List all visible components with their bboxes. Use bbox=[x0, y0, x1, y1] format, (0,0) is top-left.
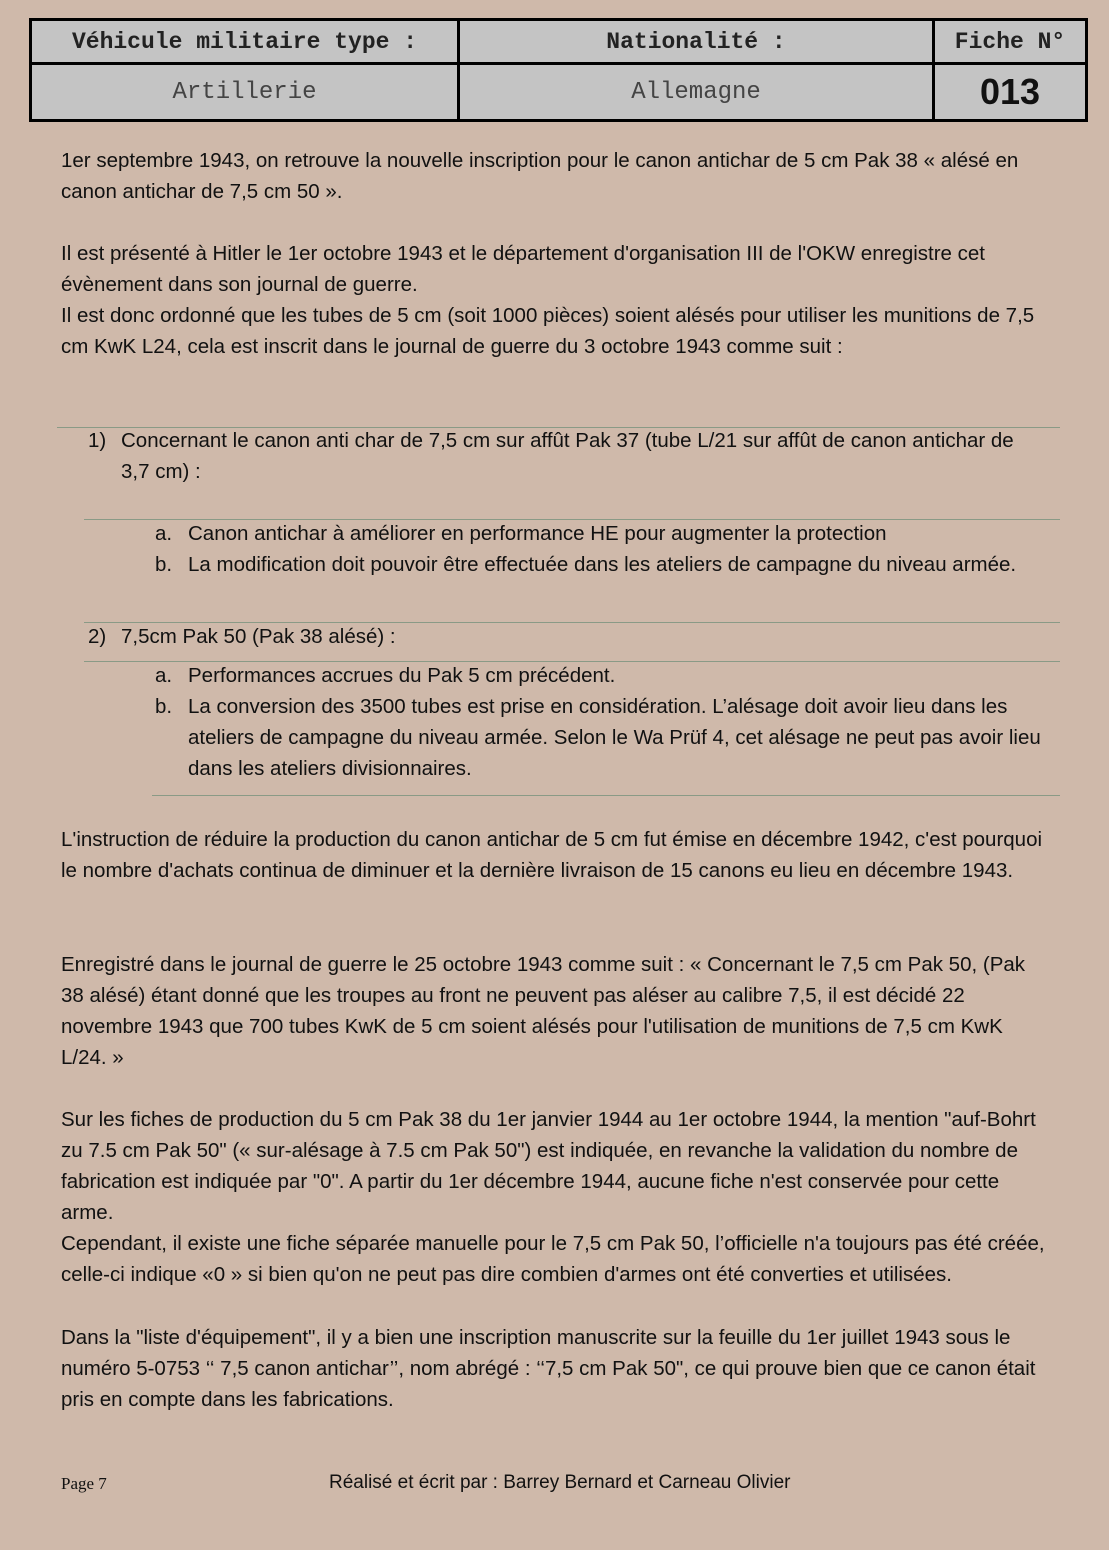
list-item-1-marker: 1) bbox=[88, 429, 107, 452]
author-credit: Réalisé et écrit par : Barrey Bernard et Carneau Olivier bbox=[329, 1472, 791, 1493]
sheet-number-value: 013 bbox=[935, 65, 1085, 119]
list-item-2a-marker: a. bbox=[155, 664, 173, 687]
list-item-1a-marker: a. bbox=[155, 522, 173, 545]
paragraph-2-line1: Il est présenté à Hitler le 1er octobre 1943 et le département d'organisation III de l'OKW enregistre cet évènement dans son journal de guerre. bbox=[61, 242, 985, 296]
paragraph-2-line2: Il est donc ordonné que les tubes de 5 cm (soit 1000 pièces) soient alésés pour utiliser les munitions de 7,5 cm KwK L24, cela est inscrit dans le journal de guerre du 3 octobre 1943 comme suit : bbox=[61, 304, 1035, 358]
list-item-2-text: 7,5cm Pak 50 (Pak 38 alésé) : bbox=[121, 625, 396, 648]
list-item-2a-text: Performances accrues du Pak 5 cm précédent. bbox=[188, 664, 616, 687]
sheet-header-table bbox=[29, 18, 1088, 122]
list-item-2b-marker: b. bbox=[155, 695, 173, 718]
nationality-label: Nationalité : bbox=[460, 21, 932, 62]
nationality-value: Allemagne bbox=[460, 65, 932, 119]
list-rule-5 bbox=[152, 795, 1060, 796]
paragraph-5-line1: Sur les fiches de production du 5 cm Pak 38 du 1er janvier 1944 au 1er octobre 1944, la mention "auf-Bohrt zu 7.5 cm Pak 50" (« sur-alésage à 7.5 cm Pak 50") est indiquée, en revanche la validation du nombre de fabrication est indiquée par "0". A partir du 1er décembre 1944, aucune fiche n'est conservée pour cette arme. bbox=[61, 1108, 1036, 1224]
list-item-2-marker: 2) bbox=[88, 625, 107, 648]
paragraph-5-line2: Cependant, il existe une fiche séparée manuelle pour le 7,5 cm Pak 50, l’officielle n'a toujours pas été créée, celle-ci indique «0 » si bien qu'on ne peut pas dire combien d'armes ont été converties et utilisées. bbox=[61, 1232, 1045, 1286]
header-row-divider bbox=[32, 62, 1085, 65]
type-value: Artillerie bbox=[32, 65, 457, 119]
list-item-1b-marker: b. bbox=[155, 553, 173, 576]
list-item-1a-text: Canon antichar à améliorer en performance HE pour augmenter la protection bbox=[188, 522, 887, 545]
header-col-divider-2 bbox=[932, 21, 935, 119]
paragraph-1: 1er septembre 1943, on retrouve la nouvelle inscription pour le canon antichar de 5 cm Pak 38 « alésé en canon antichar de 7,5 cm 50 ». bbox=[61, 149, 1019, 203]
header-col-divider-1 bbox=[457, 21, 460, 119]
paragraph-4: Enregistré dans le journal de guerre le 25 octobre 1943 comme suit : « Concernant le 7,5 cm Pak 50, (Pak 38 alésé) étant donné que les troupes au front ne peuvent pas aléser au calibre 7,5, il est décidé 22 novembre 1943 que 700 tubes KwK de 5 cm soient alésés pour l'utilisation de munitions de 7,5 cm KwK L/24. » bbox=[61, 953, 1026, 1069]
sheet-number-label: Fiche N° bbox=[935, 21, 1085, 62]
list-item-1-text: Concernant le canon anti char de 7,5 cm sur affût Pak 37 (tube L/21 sur affût de canon antichar de 3,7 cm) : bbox=[121, 429, 1014, 483]
page-number: Page 7 bbox=[61, 1474, 107, 1493]
paragraph-5-line3: Dans la "liste d'équipement", il y a bien une inscription manuscrite sur la feuille du 1er juillet 1943 sous le numéro 5-0753 ‘‘ 7,5 canon antichar’’, nom abrégé : ‘‘7,5 cm Pak 50", ce qui prouve bien que ce canon était pris en compte dans les fabrications. bbox=[61, 1326, 1036, 1411]
paragraph-3: L'instruction de réduire la production du canon antichar de 5 cm fut émise en décembre 1942, c'est pourquoi le nombre d'achats continua de diminuer et la dernière livraison de 15 canons eu lieu en décembre 1943. bbox=[61, 828, 1043, 882]
type-label: Véhicule militaire type : bbox=[32, 21, 457, 62]
list-item-1b-text: La modification doit pouvoir être effectuée dans les ateliers de campagne du niveau armée. bbox=[188, 553, 1017, 576]
list-item-2b-text: La conversion des 3500 tubes est prise en considération. L’alésage doit avoir lieu dans les ateliers de campagne du niveau armée. Selon le Wa Prüf 4, cet alésage ne peut pas avoir lieu dans les ateliers divisionnaires. bbox=[188, 695, 1041, 780]
